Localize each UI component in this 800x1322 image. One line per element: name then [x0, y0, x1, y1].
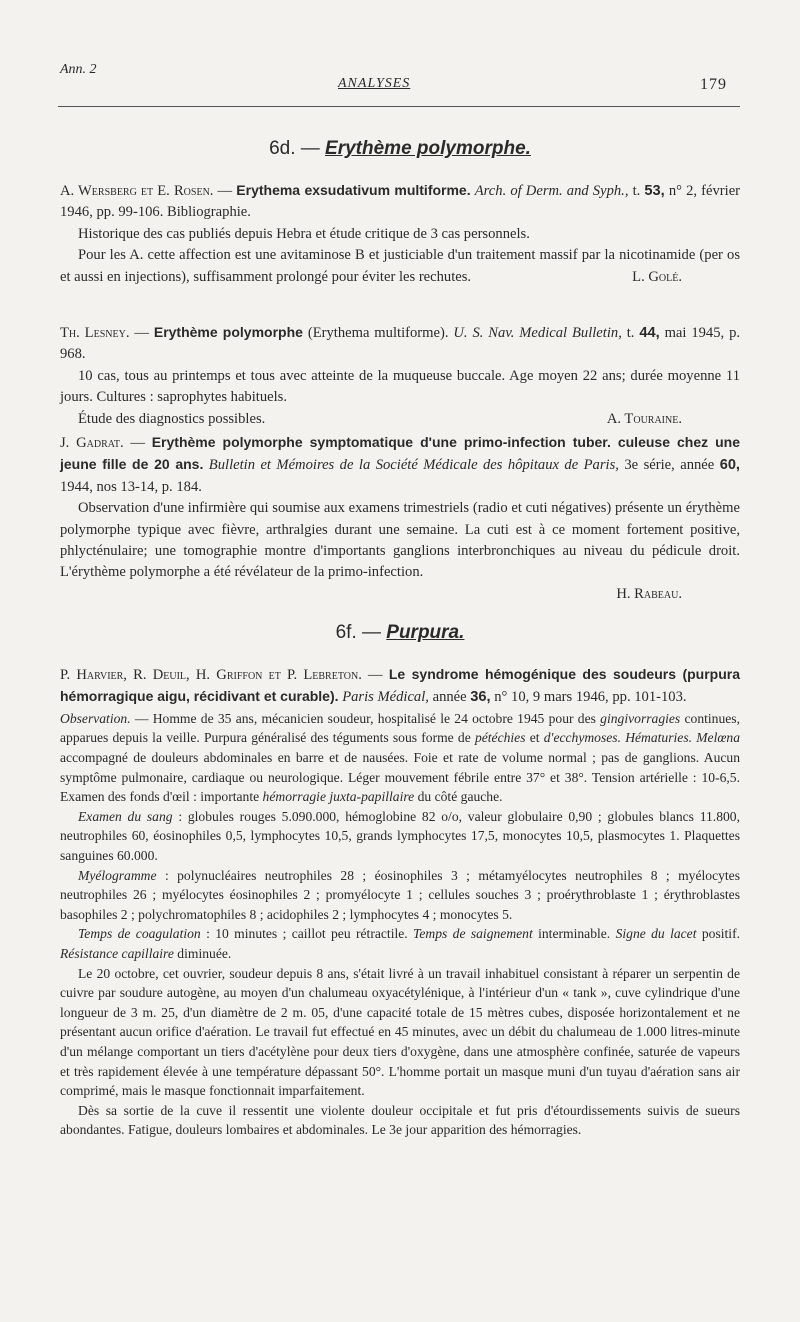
text-run: du côté gauche. [417, 789, 503, 805]
journal-name: Bulletin et Mémoires de la Société Médicale des hôpitaux de Paris, [208, 457, 619, 474]
citation-details: 3e série, année [624, 457, 715, 474]
section-name: Purpura. [386, 622, 465, 643]
text-run: : globules rouges 5.090.000, hémoglobine 82 o/o, valeur globulaire 0,90 ; globules blancs 11.800, neutrophiles 60, éosinophiles 0,5, lymphocytes 10,5, grands lymphocytes 17,5, monocytes 10,5, plasmocytes 1. Plaquettes sanguines 60.000. [60, 808, 740, 863]
term: hémorragie juxta-papillaire [262, 789, 415, 805]
article-title: Erythema exsudativum multiforme. [236, 182, 471, 198]
reviewer-signature: H. Rabeau. [616, 585, 682, 602]
article-title: Erythème polymorphe [153, 324, 303, 340]
citation [60, 322, 740, 366]
authors: A. Wersberg et E. Rosen. — [60, 183, 233, 199]
article-title: Erythème polymorphe symptomatique d'une primo-infection tuber. culeuse chez une jeune fille de 20 ans. [60, 434, 740, 473]
volume-prefix: t. [632, 183, 641, 199]
journal-name: Paris Médical, [342, 689, 429, 706]
abstract-entry-1 [60, 180, 740, 288]
volume: 53, [644, 183, 665, 199]
volume-prefix: t. [626, 325, 635, 341]
abstract-paragraph: Étude des diagnostics possibles. [78, 410, 266, 427]
onset-paragraph: Dès sa sortie de la cuve il ressentit une violente douleur occipitale et fut pris d'étourdissements suivis de sueurs abondantes. Fatigue, douleurs lombaires et abdominales. Le 3e jour apparition des hémorragies. [60, 1102, 740, 1138]
citation-details: année [432, 689, 467, 706]
term: Résistance capillaire [60, 945, 174, 961]
abstract-paragraph-with-signature [60, 409, 740, 430]
abstract-paragraph-with-signature [60, 245, 740, 288]
authors: Th. Lesney. — [60, 325, 149, 341]
abstract-paragraph: Pour les A. cette affection est une avitaminose B et justiciable d'un traitement massif par la nicotinamide (per os et aussi en injections), suffisamment prolongé pour éviter les rechutes. [60, 247, 740, 285]
section-heading-purpura [0, 622, 800, 644]
citation-details: n° 2, février 1946, pp. 99-106. Bibliographie. [60, 183, 741, 221]
text-run: interminable. [538, 926, 611, 942]
text-run: : 10 minutes ; caillot peu rétractile. [206, 926, 408, 942]
abstract-paragraph: 10 cas, tous au printemps et tous avec atteinte de la muqueuse buccale. Age moyen 22 ans; durée moyenne 11 jours. Cultures : saprophytes habituels. [60, 367, 740, 406]
citation-details: mai 1945, p. 968. [60, 325, 741, 363]
section-heading-erytheme [0, 138, 800, 160]
citation [60, 664, 740, 709]
section-name: Erythème polymorphe. [325, 138, 531, 159]
coagulation-paragraph [60, 924, 740, 963]
observation-label: Observation. [60, 710, 131, 726]
text-run: positif. [701, 926, 740, 942]
observation-paragraph [60, 709, 740, 807]
volume: 60, [719, 457, 740, 474]
abstract-entry-2 [60, 322, 740, 430]
term: pétéchies [474, 730, 526, 746]
abstract-body [60, 709, 740, 1140]
article-subtitle: (Erythema multiforme). [307, 325, 449, 341]
citation-details: 1944, nos 13-14, p. 184. [60, 478, 202, 495]
text-run: accompagné de douleurs abdominales en barre et de nausées. Foie et rate de volume normal ; pas de ganglions. Aucun symptôme pulmonaire, cardiaque ou neurologique. Léger mouvement fébrile entre 37° et 38°. Tension artérielle : 10-6,5. Examen des fonds d'œil : importante [60, 750, 740, 805]
abstract-paragraph: Observation d'une infirmière qui soumise aux examens trimestriels (radio et cuti négatives) présente un érythème polymorphe typique avec fièvre, arthralgies durant une semaine. La cuti est à ce moment fortement positive, phlycténulaire; une tomographie montre d'importants ganglions interbronchiques au niveau du pédicule droit. L'érythème polymorphe a été révélateur de la primo-infection. [60, 500, 740, 581]
reviewer-signature: L. Golé. [632, 268, 682, 285]
term: Temps de coagulation [78, 926, 201, 942]
text-run: — Homme de 35 ans, mécanicien soudeur, hospitalisé le 24 octobre 1945 pour des [134, 710, 596, 726]
abstract-entry-4 [60, 664, 740, 1140]
term: gingivorragies [600, 710, 681, 726]
citation [60, 180, 740, 224]
section-number: 6f. — [335, 622, 381, 643]
term: Temps de saignement [413, 926, 533, 942]
myelogram-paragraph [60, 866, 740, 925]
term: d'ecchymoses. Hématuries. Melœna [543, 730, 741, 746]
text-run: et [529, 730, 540, 746]
article-title: Le syndrome hémogénique des soudeurs (purpura hémorragique aigu, récidivant et curable). [60, 666, 740, 705]
abstract-paragraph: Historique des cas publiés depuis Hebra et étude critique de 3 cas personnels. [78, 225, 530, 242]
term: Signe du lacet [615, 926, 697, 942]
abstract-entry-3 [60, 432, 740, 605]
work-circumstances-paragraph: Le 20 octobre, cet ouvrier, soudeur depuis 8 ans, s'était livré à un travail inhabituel consistant à réparer un serpentin de cuivre par soudure autogène, au moyen d'un chalumeau oxyacétylénique, à l'intérieur d'un « tank », cuve cylindrique d'une longueur de 3 m. 25, d'un diamètre de 2 m. 05, d'une capacité totale de 15 mètres cubes, disposée horizontalement et ne présentant aucun orifice d'aération. Le travail fut effectué en 45 minutes, avec un débit du chalumeau de 1.000 litres-minute d'un mélange comportant un tiers d'acétylène pour deux tiers d'oxygène, dans une atmosphère confinée, saturée de vapeurs et très rapidement élevée à une température dépassant 50°. L'homme portait un masque muni d'un tuyau d'aération sans air comprimé, mais le masque fonctionnait imparfaitement. [60, 965, 740, 1099]
citation [60, 432, 740, 498]
term: Examen du sang [78, 808, 173, 824]
reviewer-signature: A. Touraine. [606, 410, 682, 427]
volume: 36, [470, 689, 491, 706]
page-annotation: Ann. 2 [60, 62, 97, 77]
authors: P. Harvier, R. Deuil, H. Griffon et P. Lebreton. — [60, 667, 383, 683]
page-number: 179 [700, 76, 727, 93]
citation-details: n° 10, 9 mars 1946, pp. 101-103. [494, 689, 687, 706]
authors: J. Gadrat. — [60, 435, 145, 451]
blood-exam-paragraph [60, 807, 740, 866]
running-title: ANALYSES [338, 76, 411, 91]
journal-name: U. S. Nav. Medical Bulletin, [453, 325, 622, 341]
text-run: diminuée. [177, 945, 232, 961]
volume: 44, [639, 325, 660, 341]
header-rule [58, 106, 740, 107]
term: Myélogramme [78, 867, 157, 883]
section-number: 6d. — [269, 138, 320, 159]
text-run: : polynucléaires neutrophiles 28 ; éosinophiles 3 ; métamyélocytes neutrophiles 8 ; myélocytes neutrophiles 26 ; myélocytes éosinophiles 2 ; promyélocyte 1 ; cellules souches 3 ; proérythroblaste 1 ; érythroblastes basophiles 2 ; polychromatophiles 8 ; acidophiles 2 ; lymphocytes 4 ; monocytes 5. [60, 867, 741, 922]
journal-name: Arch. of Derm. and Syph., [474, 183, 629, 199]
text-run: continues, apparues depuis la veille. Purpura généralisé des téguments sous forme de [60, 710, 740, 746]
